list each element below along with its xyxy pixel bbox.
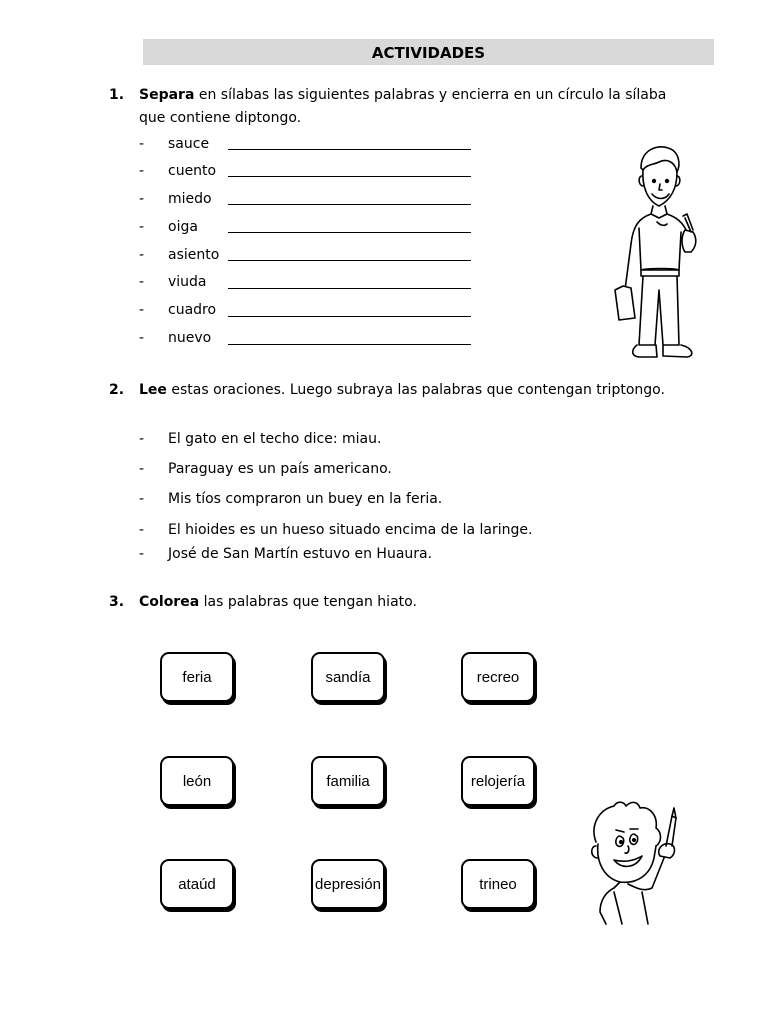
word: miedo: [168, 191, 212, 207]
answer-line[interactable]: [228, 149, 471, 150]
word: oiga: [168, 219, 198, 235]
word: cuadro: [168, 302, 217, 318]
word-box[interactable]: trineo: [461, 859, 535, 909]
sentence: José de San Martín estuvo en Huaura.: [168, 546, 433, 562]
question-number: 3.: [109, 594, 125, 610]
question-3: [109, 591, 669, 614]
word-box[interactable]: depresión: [311, 859, 385, 909]
boy-with-pencil-illustration: [605, 140, 705, 365]
question-number: 2.: [109, 382, 125, 398]
word: cuento: [168, 163, 217, 179]
answer-line[interactable]: [228, 316, 471, 317]
word: sauce: [168, 136, 210, 152]
word: viuda: [168, 274, 207, 290]
question-text: Separa en sílabas las siguientes palabras y encierra en un círculo la sílaba que contiene diptongo.: [139, 87, 667, 126]
page-title: ACTIVIDADES: [143, 39, 714, 65]
answer-line[interactable]: [228, 176, 471, 177]
answer-line[interactable]: [228, 232, 471, 233]
answer-line[interactable]: [228, 204, 471, 205]
sentence: Mis tíos compraron un buey en la feria.: [168, 491, 443, 507]
question-1: [109, 84, 669, 130]
sentence: Paraguay es un país americano.: [168, 461, 392, 477]
word-box[interactable]: ataúd: [160, 859, 234, 909]
question-text: Lee estas oraciones. Luego subraya las palabras que contengan triptongo.: [139, 382, 665, 398]
word: asiento: [168, 247, 220, 263]
sentence: El hioides es un hueso situado encima de la laringe.: [168, 522, 533, 538]
question-2: [109, 379, 669, 402]
word-box[interactable]: recreo: [461, 652, 535, 702]
word-box[interactable]: león: [160, 756, 234, 806]
word-box[interactable]: sandía: [311, 652, 385, 702]
word: nuevo: [168, 330, 212, 346]
child-with-pencil-illustration: [584, 796, 694, 926]
word-box[interactable]: relojería: [461, 756, 535, 806]
answer-line[interactable]: [228, 344, 471, 345]
sentence: El gato en el techo dice: miau.: [168, 431, 382, 447]
answer-line[interactable]: [228, 288, 471, 289]
question-number: 1.: [109, 87, 125, 103]
answer-line[interactable]: [228, 260, 471, 261]
word-box[interactable]: feria: [160, 652, 234, 702]
question-text: Colorea las palabras que tengan hiato.: [139, 594, 417, 610]
word-box[interactable]: familia: [311, 756, 385, 806]
